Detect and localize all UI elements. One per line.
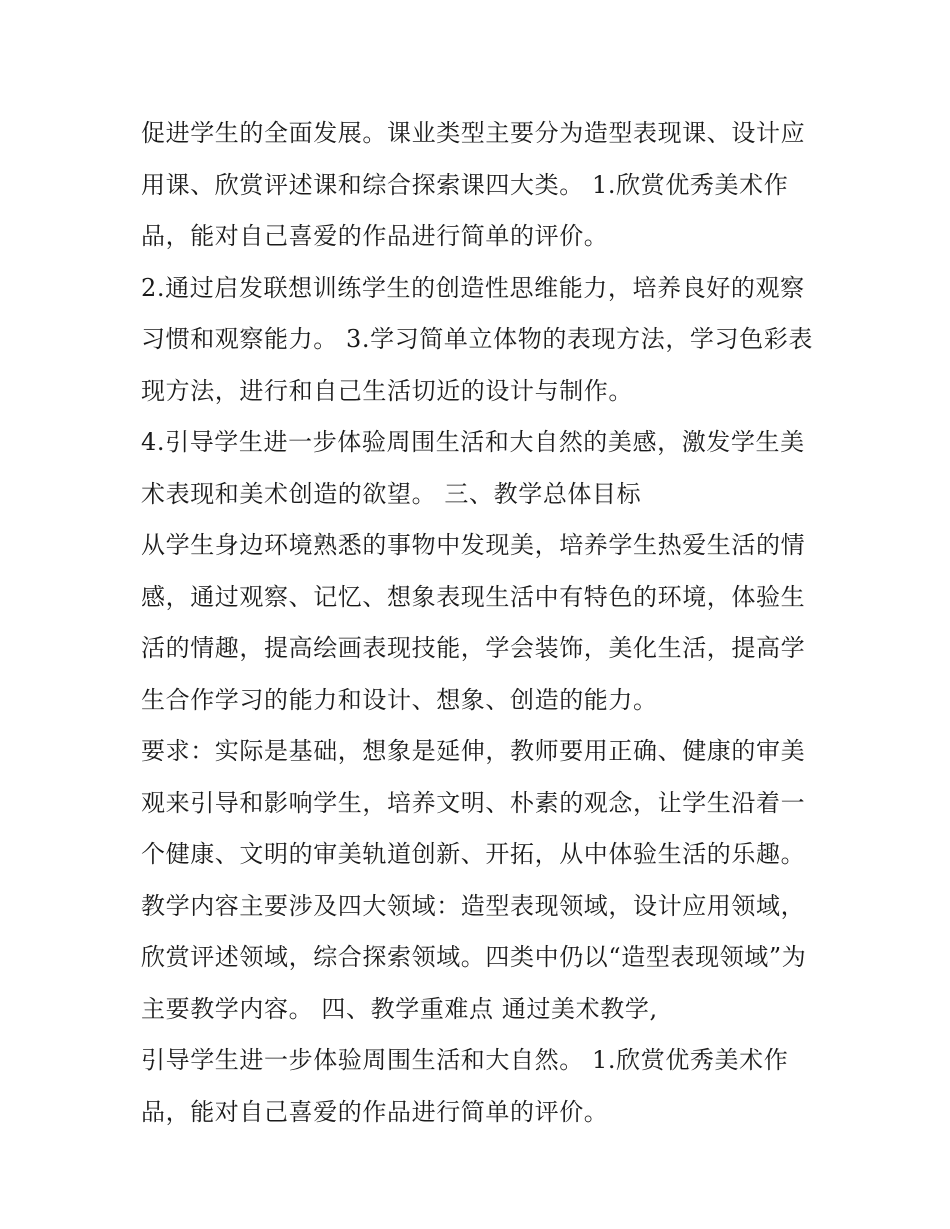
text-line: 欣赏评述领域，综合探索领域。四类中仍以“造型表现领域”为 <box>141 943 807 971</box>
text-line: 促进学生的全面发展。课业类型主要分为造型表现课、设计应 <box>141 119 806 147</box>
text-line: 引导学生进一步体验周围生活和大自然。 1.欣赏优秀美术作 <box>141 1046 789 1074</box>
text-line: 观来引导和影响学生，培养文明、朴素的观念，让学生沿着一 <box>141 788 806 817</box>
text-line: 术表现和美术创造的欲望。 三、教学总体目标 <box>141 479 642 508</box>
text-line: 品，能对自己喜爱的作品进行简单的评价。 <box>141 1097 609 1126</box>
text-line: 活的情趣，提高绘画表现技能，学会装饰，美化生活，提高学 <box>141 634 806 662</box>
text-line: 从学生身边环境熟悉的事物中发现美，培养学生热爱生活的情 <box>141 531 806 559</box>
text-line: 个健康、文明的审美轨道创新、开拓，从中体验生活的乐趣。 <box>141 840 806 868</box>
text-line: 品，能对自己喜爱的作品进行简单的评价。 <box>141 222 609 250</box>
text-line: 生合作学习的能力和设计、想象、创造的能力。 <box>141 685 658 714</box>
text-line: 教学内容主要涉及四大领域：造型表现领域，设计应用领域， <box>141 891 806 920</box>
text-line: 4.引导学生进一步体验周围生活和大自然的美感，激发学生美 <box>141 428 805 456</box>
document-body <box>141 108 821 1138</box>
text-line: 要求：实际是基础，想象是延伸，教师要用正确、健康的审美 <box>141 737 806 765</box>
text-line: 用课、欣赏评述课和综合探索课四大类。 1.欣赏优秀美术作 <box>141 170 789 199</box>
text-line: 现方法，进行和自己生活切近的设计与制作。 <box>141 376 633 405</box>
text-line: 2.通过启发联想训练学生的创造性思维能力，培养良好的观察 <box>141 273 805 302</box>
text-line: 习惯和观察能力。 3.学习简单立体物的表现方法，学习色彩表 <box>141 325 813 353</box>
text-line: 主要教学内容。 四、教学重难点 通过美术教学, <box>141 994 658 1023</box>
text-line: 感，通过观察、记忆、想象表现生活中有特色的环境，体验生 <box>141 582 806 611</box>
